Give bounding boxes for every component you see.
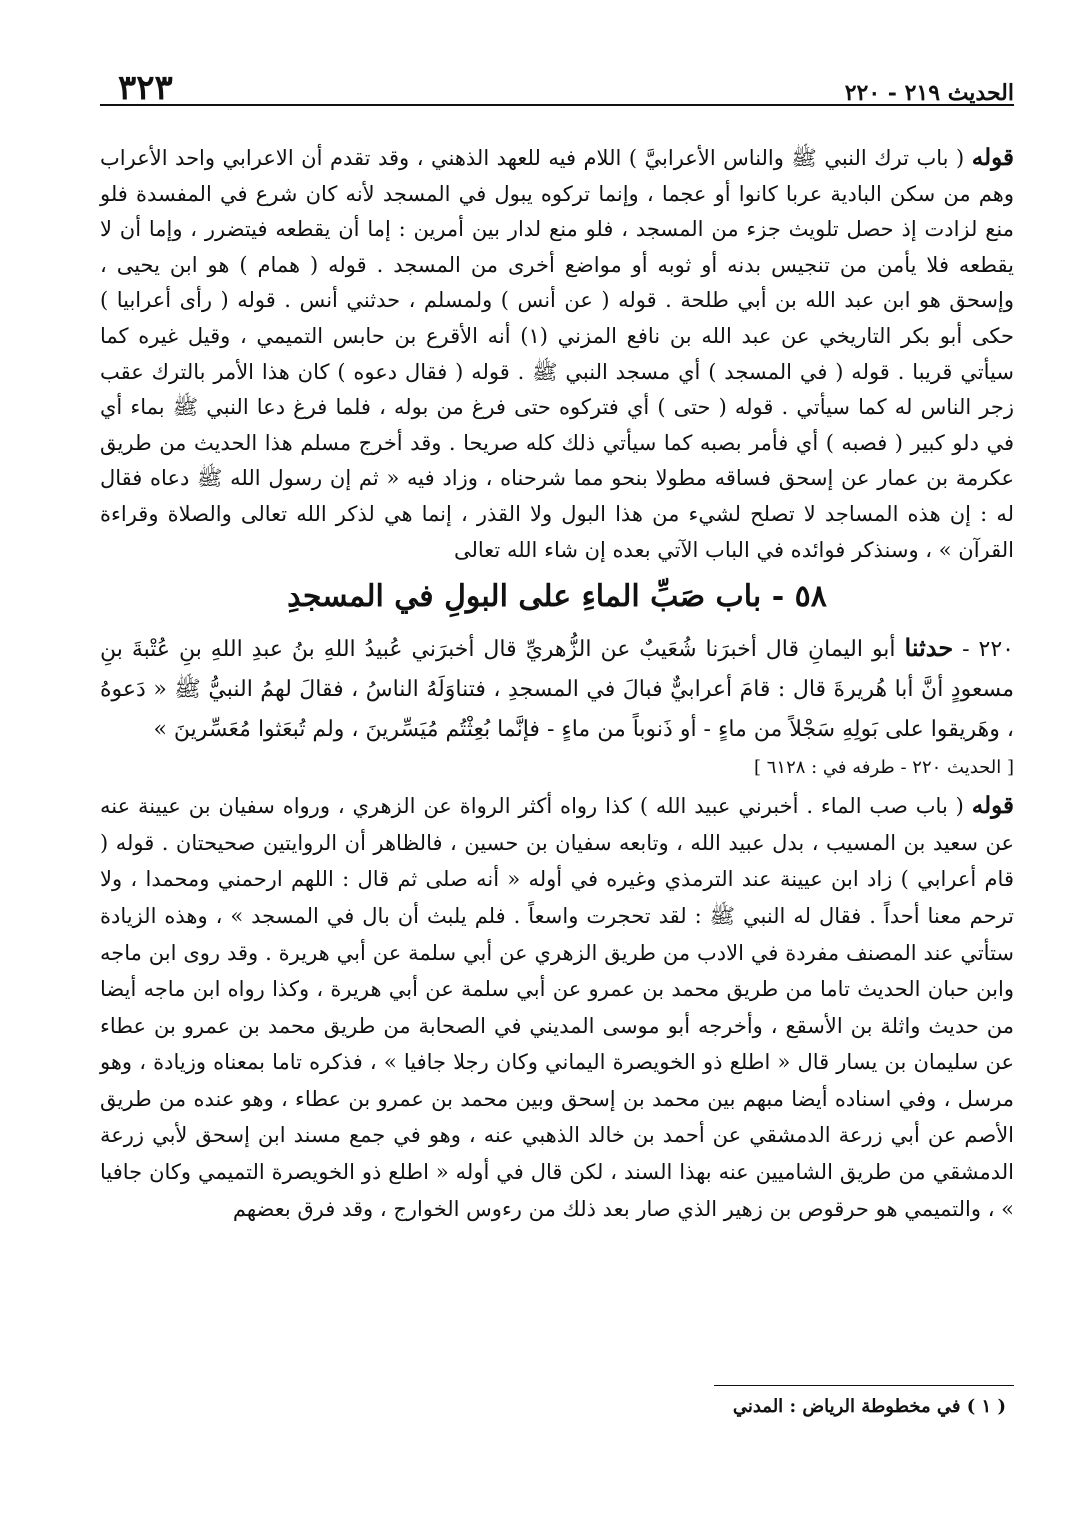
main-content [100, 140, 1014, 1227]
hadith-block [100, 628, 1014, 784]
footnote: ( ١ ) في مخطوطة الرياض : المدني [732, 1396, 1006, 1417]
commentary-paragraph [100, 140, 1014, 568]
chapter-title: ٥٨ - باب صَبِّ الماءِ على البولِ في المسجدِ [287, 579, 827, 615]
hadith-text: أبو اليمانِ قال أخبرَنا شُعَيبٌ عن الزُّهريِّ قال أخبرَني عُبيدُ اللهِ بنُ عبدِ اللهِ بنِ عُتْبةَ بنِ مسعودٍ أنَّ أبا هُريرةَ قال : قامَ أعرابيٌّ فبالَ في المسجدِ ، فتناوَلَهُ الناسُ ، فقالَ لهمُ النبيُّ ﷺ « دَعوهُ ، وهَريقوا على بَولِهِ سَجْلاً من ماءٍ - أو ذَنوباً من ماءٍ - فإنَّما بُعِثْتُم مُيَسِّرينَ ، ولم تُبعَثوا مُعَسِّرينَ » [100, 637, 1014, 743]
hadith-haddatha: حدثنا [904, 633, 954, 663]
running-title: الحديث ٢١٩ - ٢٢٠ [844, 80, 1014, 106]
page-header [100, 50, 1014, 112]
hadith-reference: [ الحديث ٢٢٠ - طرفه في : ٦١٢٨ ] [753, 757, 1014, 779]
hadith-number: ٢٢٠ - [962, 637, 1014, 663]
commentary-lead: قوله [971, 144, 1014, 171]
commentary-text: ( باب ترك النبي ﷺ والناس الأعرابيَّ ) اللام فيه للعهد الذهني ، وقد تقدم أن الاعرابي واحد الأعراب وهم من سكن البادية عربا كانوا أو عجما ، وإنما تركوه يبول في المسجد لأنه كان شرع في المفسدة فلو منع لزادت إذ حصل تلويث جزء من المسجد ، فلو منع لدار بين أمرين : إما أن يقطعه فيتضرر ، وإما أن لا يقطعه فلا يأمن من تنجيس بدنه أو ثوبه أو مواضع أخرى من المسجد . قوله ( همام ) هو ابن يحيى ، وإسحق هو ابن عبد الله بن أبي طلحة . قوله ( عن أنس ) ولمسلم ، حدثني أنس . قوله ( رأى أعرابيا ) حكى أبو بكر التاريخي عن عبد الله بن نافع المزني (١) أنه الأقرع بن حابس التميمي ، وقيل غيره كما سيأتي قريبا . قوله ( في المسجد ) أي مسجد النبي ﷺ . قوله ( فقال دعوه ) كان هذا الأمر بالترك عقب زجر الناس له كما سيأتي . قوله ( حتى ) أي فتركوه حتى فرغ من بوله ، فلما فرغ دعا النبي ﷺ بماء أي في دلو كبير ( فصبه ) أي فأمر بصبه كما سيأتي ذلك كله صريحا . وقد أخرج مسلم هذا الحديث من طريق عكرمة بن عمار عن إسحق فساقه مطولا بنحو مما شرحناه ، وزاد فيه « ثم إن رسول الله ﷺ دعاه فقال له : إن هذه المساجد لا تصلح لشيء من هذا البول ولا القذر ، إنما هي لذكر الله تعالى والصلاة وقراءة القرآن » ، وسنذكر فوائده في الباب الآتي بعده إن شاء الله تعالى [100, 146, 1014, 562]
header-rule [100, 104, 1014, 106]
commentary-block-2 [100, 788, 1014, 1227]
commentary2-text: ( باب صب الماء . أخبرني عبيد الله ) كذا رواه أكثر الرواة عن الزهري ، ورواه سفيان بن عيينة عنه عن سعيد بن المسيب ، بدل عبيد الله ، وتابعه سفيان بن حسين ، فالظاهر أن الروايتين صحيحتان . قوله ( قام أعرابي ) زاد ابن عيينة عند الترمذي وغيره في أوله « أنه صلى ثم قال : اللهم ارحمني ومحمدا ، ولا ترحم معنا أحداً . فقال له النبي ﷺ : لقد تحجرت واسعاً . فلم يلبث أن بال في المسجد » ، وهذه الزيادة ستأتي عند المصنف مفردة في الادب من طريق الزهري عن أبي سلمة عن أبي هريرة . وقد روى ابن ماجه وابن حبان الحديث تاما من طريق محمد بن عمرو عن أبي سلمة عن أبي هريرة ، وكذا رواه ابن ماجه أيضا من حديث واثلة بن الأسقع ، وأخرجه أبو موسى المديني في الصحابة من طريق محمد بن عمرو بن عطاء عن سليمان بن يسار قال « اطلع ذو الخويصرة اليماني وكان رجلا جافيا » ، فذكره تاما بمعناه وزيادة ، وهو مرسل ، وفي اسناده أيضا مبهم بين محمد بن إسحق وبين محمد بن عمرو بن عطاء ، وهو عنده من طريق الأصم عن أبي زرعة الدمشقي عن أحمد بن خالد الذهبي عنه ، وهو في جمع مسند ابن إسحق لأبي زرعة الدمشقي من طريق الشاميين عنه بهذا السند ، لكن قال في أوله « اطلع ذو الخويصرة التميمي وكان جافيا » ، والتميمي هو حرقوص بن زهير الذي صار بعد ذلك من رءوس الخوارج ، وقد فرق بعضهم [100, 794, 1014, 1221]
page-number: ٣٢٣ [118, 68, 173, 108]
commentary2-paragraph [100, 788, 1014, 1227]
footnote-rule [714, 1385, 1014, 1386]
commentary-block [100, 140, 1014, 568]
commentary2-lead: قوله [971, 792, 1014, 820]
hadith-paragraph [100, 628, 1014, 750]
